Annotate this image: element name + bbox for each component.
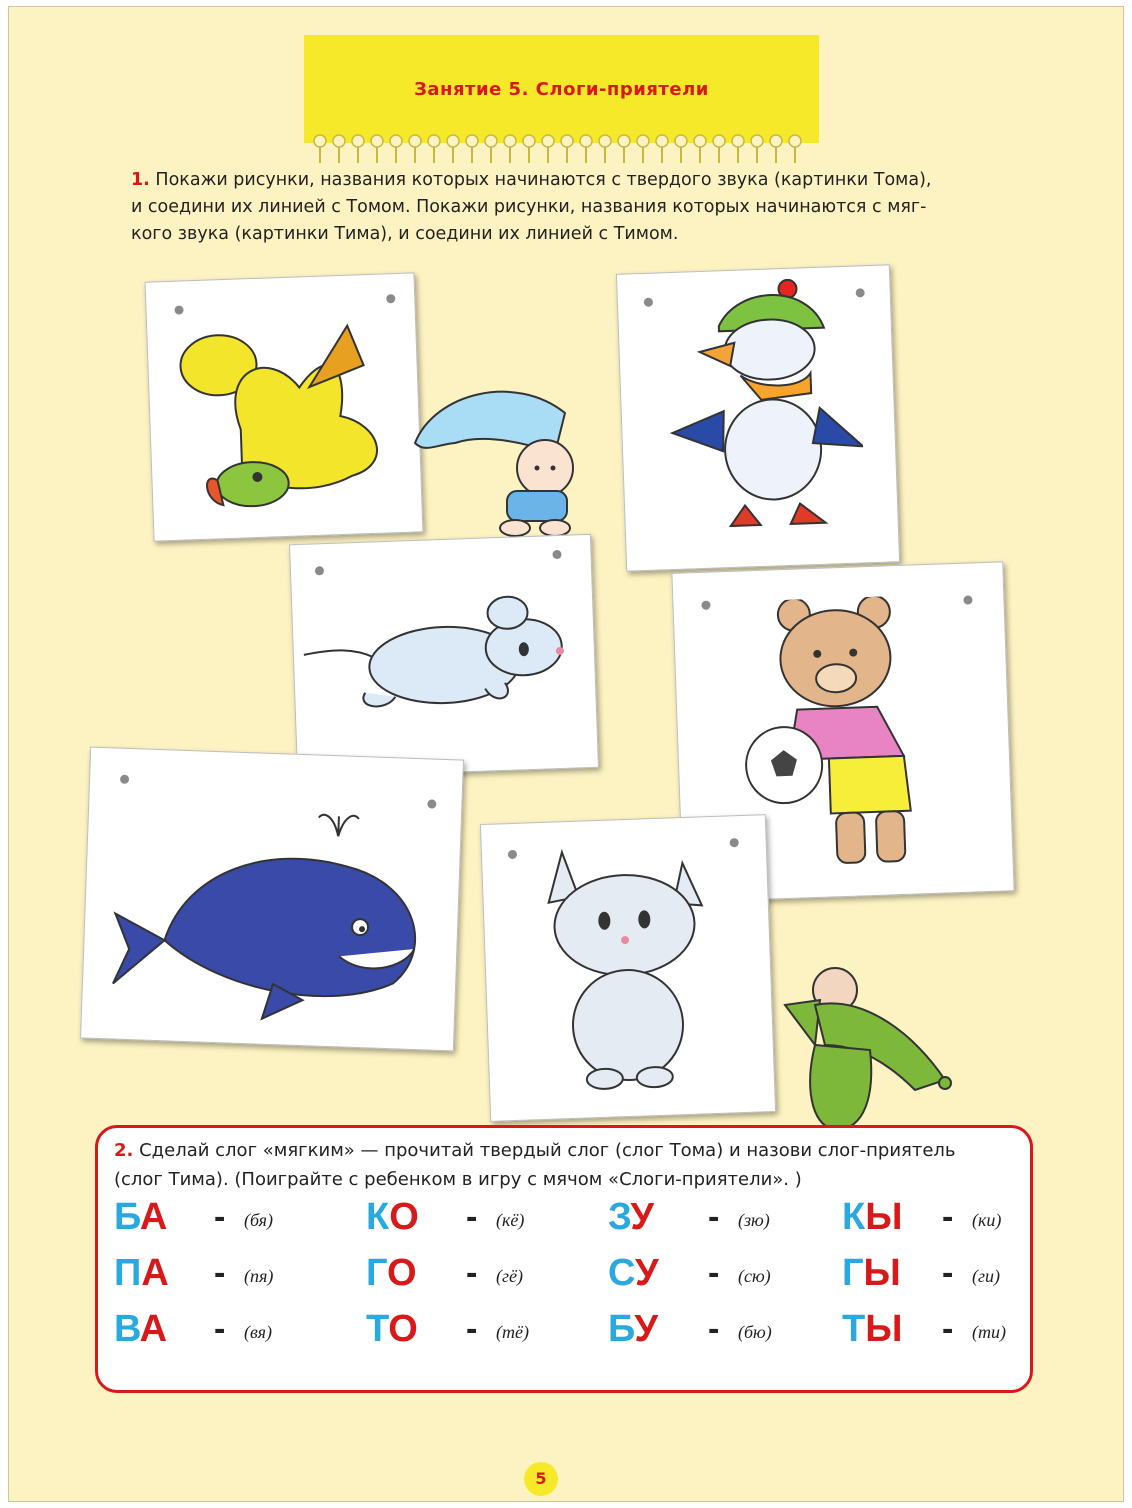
dash: -: [214, 1254, 226, 1292]
task2-box: [95, 1125, 1033, 1393]
dash: -: [214, 1310, 226, 1348]
soft-syllable: (вя): [244, 1322, 272, 1342]
syllable-consonant: К: [842, 1196, 866, 1238]
task2-instructions: [114, 1136, 1019, 1194]
hard-syllable: [366, 1308, 418, 1351]
task1-line-3: кого звука (картинки Тима), и соедини их линией с Тимом.: [131, 224, 679, 244]
pin-icon: [963, 595, 972, 604]
soft-syllable: (сю): [738, 1266, 771, 1286]
syllable-vowel: У: [634, 1252, 659, 1294]
task1-line-2: и соедини их линией с Томом. Покажи рисунки, названия которых начинаются с мяг-: [131, 197, 927, 217]
card-parrot[interactable]: [145, 272, 424, 541]
dash: -: [942, 1198, 954, 1236]
syllable-consonant: Б: [114, 1196, 140, 1238]
pin-icon: [730, 838, 739, 847]
page: [8, 6, 1124, 1502]
task1-line-1: Покажи рисунки, названия которых начинаются с твердого звука (картинки Тома),: [155, 170, 932, 190]
syllable-consonant: З: [608, 1196, 631, 1238]
syllable-vowel: Ы: [865, 1196, 903, 1238]
task2-number: 2.: [114, 1140, 134, 1161]
syllable-vowel: Ы: [865, 1308, 903, 1350]
soft-syllable: (бя): [244, 1210, 273, 1230]
pin-icon: [315, 566, 324, 575]
parrot-icon: [177, 304, 404, 522]
hard-syllable: [842, 1196, 902, 1239]
hard-syllable: [114, 1252, 169, 1295]
task2-line-2: (слог Тима). (Поиграйте с ребенком в игру с мячом «Слоги-приятели». ): [114, 1169, 802, 1190]
dash: -: [942, 1310, 954, 1348]
syllable-vowel: О: [389, 1196, 419, 1238]
pin-icon: [552, 550, 561, 559]
dash: -: [214, 1198, 226, 1236]
hard-syllable: [366, 1252, 417, 1295]
dash: -: [466, 1254, 478, 1292]
soft-syllable: (ки): [972, 1210, 1002, 1230]
syllable-consonant: К: [366, 1196, 390, 1238]
task1-number: 1.: [131, 170, 150, 190]
syllable-consonant: Г: [366, 1252, 388, 1294]
hard-syllable: [842, 1252, 901, 1295]
syllable-vowel: А: [139, 1196, 168, 1238]
hard-syllable: [608, 1308, 658, 1351]
syllable-consonant: Т: [366, 1308, 389, 1350]
soft-syllable: (пя): [244, 1266, 274, 1286]
spiral-rings-icon: [312, 131, 812, 171]
card-goose[interactable]: [616, 264, 900, 571]
page-title: Занятие 5. Слоги-приятели: [414, 79, 709, 100]
soft-syllable: (ти): [972, 1322, 1006, 1342]
pin-icon: [701, 601, 710, 610]
pin-icon: [386, 294, 395, 303]
kitten-icon: [522, 837, 731, 1104]
dash: -: [708, 1254, 720, 1292]
syllable-consonant: С: [608, 1252, 635, 1294]
card-whale[interactable]: [80, 747, 464, 1052]
syllable-vowel: У: [634, 1308, 659, 1350]
page-number: 5: [524, 1462, 558, 1496]
soft-syllable: (кё): [496, 1210, 525, 1230]
whale-icon: [102, 788, 450, 1030]
card-kitten[interactable]: [480, 814, 776, 1122]
syllable-consonant: В: [114, 1308, 140, 1350]
pin-icon: [508, 850, 517, 859]
pin-icon: [644, 298, 653, 307]
dash: -: [942, 1254, 954, 1292]
gnome-green-icon: [775, 965, 955, 1135]
soft-syllable: (зю): [738, 1210, 770, 1230]
card-mouse[interactable]: [289, 534, 599, 778]
dash: -: [466, 1198, 478, 1236]
syllable-vowel: О: [387, 1252, 417, 1294]
hard-syllable: [608, 1196, 654, 1239]
dash: -: [708, 1198, 720, 1236]
soft-syllable: (тё): [496, 1322, 529, 1342]
syllable-consonant: Г: [842, 1252, 864, 1294]
dash: -: [466, 1310, 478, 1348]
dash: -: [708, 1310, 720, 1348]
soft-syllable: (бю): [738, 1322, 772, 1342]
hard-syllable: [114, 1196, 167, 1239]
hard-syllable: [608, 1252, 659, 1295]
title-banner: [304, 35, 819, 143]
syllable-vowel: Ы: [863, 1252, 901, 1294]
syllable-vowel: А: [139, 1308, 168, 1350]
soft-syllable: (ги): [972, 1266, 1001, 1286]
hard-syllable: [842, 1308, 902, 1351]
syllable-vowel: О: [388, 1308, 418, 1350]
syllable-consonant: Т: [842, 1308, 866, 1350]
syllable-consonant: П: [114, 1252, 142, 1294]
goose-icon: [657, 276, 866, 553]
hard-syllable: [114, 1308, 167, 1351]
syllable-vowel: У: [630, 1196, 654, 1238]
syllable-vowel: А: [141, 1252, 169, 1294]
gnome-blue-icon: [395, 373, 595, 539]
task1-instructions: [131, 167, 1011, 248]
mouse-icon: [292, 585, 586, 725]
pin-icon: [120, 775, 129, 784]
syllable-consonant: Б: [608, 1308, 635, 1350]
soft-syllable: (гё): [496, 1266, 523, 1286]
task2-line-1: Сделай слог «мягким» — прочитай твердый слог (слог Тома) и назови слог-приятель: [139, 1140, 956, 1161]
hard-syllable: [366, 1196, 419, 1239]
